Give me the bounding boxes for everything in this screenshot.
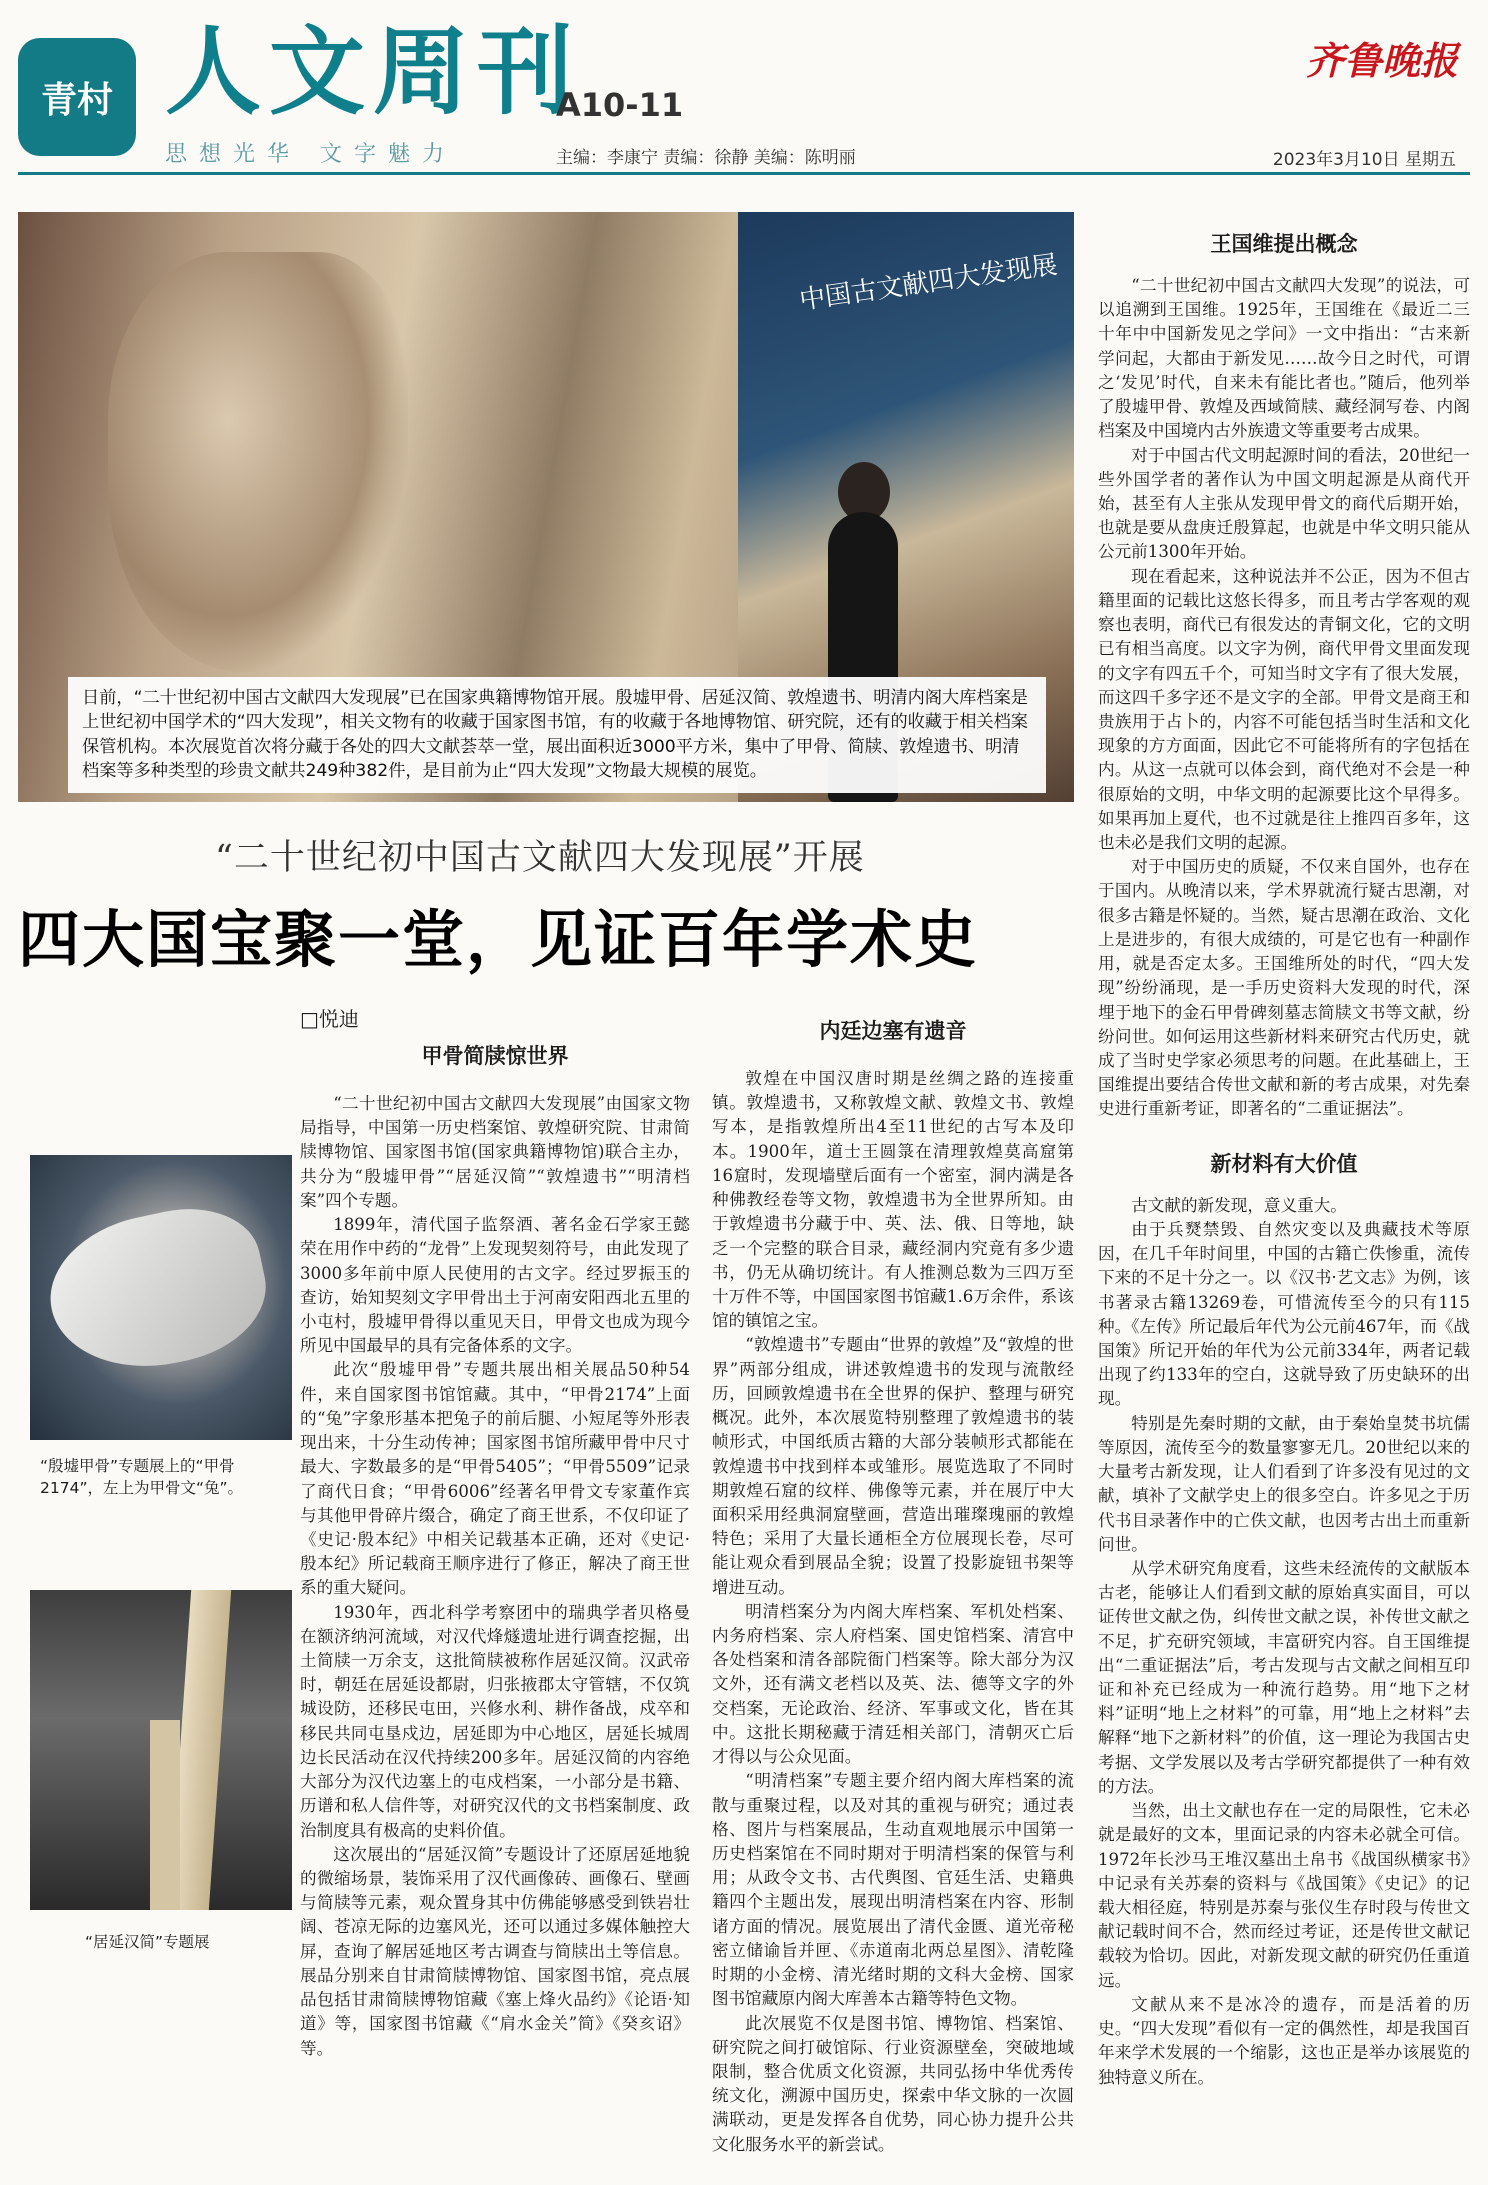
issue-date: 2023年3月10日 星期五 — [1272, 150, 1456, 170]
section-heading: 甲骨简牍惊世界 — [421, 1043, 569, 1068]
paragraph: 现在看起来，这种说法并不公正，因为不但古籍里面的记载比这悠长得多，而且考古学客观的观察也表明，商代已有很发达的青铜文化，它的文明已有相当高度。以文字为例，商代甲骨文里面发现的文字有四五千个，可知当时文字有了很大发展，而这四千多字还不是文字的全部。甲骨文是商王和贵族用于占卜的，内容不可能包括当时生活和文化现象的方方面面，因此它不可能将所有的字包括在内。从这一点就可以体会到，商代绝对不会是一种很原始的文明，中华文明的起源要比这个早得多。如果再加上夏代，也不过就是往上推四百多年，这也未必是我们文明的起源。 — [1098, 566, 1470, 853]
paragraph: 由于兵燹禁毁、自然灾变以及典藏技术等原因，在几千年时间里，中国的古籍亡佚惨重，流传下来的不足十分之一。以《汉书·艺文志》为例，该书著录古籍13269卷，可惜流传至今的只有115种。《左传》所记最后年代为公元前467年，而《战国策》所记开始的年代为公元前334年，两者记载出现了约133年的空白，这就导致了历史缺环的出现。 — [1098, 1219, 1470, 1409]
paragraph: “二十世纪初中国古文献四大发现展”由国家文物局指导，中国第一历史档案馆、敦煌研究院、甘肃简牍博物馆、国家图书馆(国家典籍博物馆)联合主办，共分为“殷墟甲骨”“居延汉简”“敦煌遗书”“明清档案”四个专题。 — [300, 1094, 690, 1210]
paragraph: 当然，出土文献也存在一定的局限性，它未必就是最好的文本，里面记录的内容未必就全可信。1972年长沙马王堆汉墓出土帛书《战国纵横家书》中记录有关苏秦的资料与《战国策》《史记》的记载大相径庭，特别是苏秦与张仪生存时段与传世文献记载时间不合，然而经过考证，还是传世文献记载较为恰切。因此，对新发现文献的研究仍任重道远。 — [1098, 1801, 1470, 1990]
paragraph: 对于中国历史的质疑，不仅来自国外，也存在于国内。从晚清以来，学术界就流行疑古思潮，对很多古籍是怀疑的。当然，疑古思潮在政治、文化上是进步的，有很大成绩的，可是它也有一种副作用，就是否定太多。王国维所处的时代，“四大发现”纷纷涌现，是一手历史资料大发现的时代，深埋于地下的金石甲骨碑刻墓志简牍文书等文献，纷纷问世。如何运用这些新材料来研究古代历史，就成了当时史学家必须思考的问题。在此基础上，王国维提出要结合传世文献和新的考古成果，对先秦史进行重新考证，即著名的“二重证据法”。 — [1098, 857, 1470, 1119]
section-body — [1098, 1194, 1470, 2090]
section-neiting — [712, 1015, 1074, 2157]
paragraph: 古文献的新发现，意义重大。 — [1131, 1195, 1347, 1215]
paragraph: 明清档案分为内阁大库档案、军机处档案、内务府档案、宗人府档案、国史馆档案、清宫中各处档案和清各部院衙门档案等。除大部分为汉文外，还有满文老档以及英、法、德等文字的外交档案，无论政治、经济、军事或文化，皆在其中。这批长期秘藏于清廷相关部门，清朝灭亡后才得以与公众见面。 — [712, 1601, 1074, 1767]
section-heading: 内廷边塞有遗音 — [819, 1018, 967, 1043]
paragraph: 1899年，清代国子监祭酒、著名金石学家王懿荣在用作中药的“龙骨”上发现契刻符号，由此发现了3000多年前中原人民使用的古文字。经过罗振玉的查访，始知契刻文字甲骨出土于河南安阳西北五里的小屯村，殷墟甲骨得以重见天日，甲骨文也成为现今所见中国最早的具有完备体系的文字。 — [300, 1215, 690, 1356]
section-body — [300, 1092, 690, 2061]
paragraph: 对于中国古代文明起源时间的看法，20世纪一些外国学者的著作认为中国文明起源是从商代开始，甚至有人主张从发现甲骨文的商代后期开始，也就是要从盘庚迁殷算起，也就是中华文明只能从公元前1300年开始。 — [1098, 445, 1470, 562]
section-wangguowei — [1098, 228, 1470, 2090]
paper-name: 齐鲁晚报 — [1305, 38, 1458, 83]
oracle-bone-photo — [30, 1155, 292, 1440]
paragraph: 这次展出的“居延汉简”专题设计了还原居延地貌的微缩场景，装饰采用了汉代画像砖、画像石、壁画与简牍等元素，观众置身其中仿佛能够感受到铁岩壮阔、苍凉无际的边塞风光，还可以通过多媒体触控大屏，查询了解居延地区考古调查与简牍出土等信息。展品分别来自甘肃简牍博物馆、国家图书馆，亮点展品包括甘肃简牍博物馆藏《塞上烽火品约》《论语·知道》等，国家图书馆藏《“肩水金关”简》《癸亥诏》等。 — [300, 1844, 690, 2058]
paragraph: 特别是先秦时期的文献，由于秦始皇焚书坑儒等原因，流传至今的数量寥寥无几。20世纪以来的大量考古新发现，让人们看到了许多没有见过的文献，填补了文献学史上的很多空白。许多见之于历代书目录著作中的亡佚文献，也因考古出土而重新问世。 — [1098, 1413, 1470, 1554]
section-jiagu — [300, 1040, 690, 2061]
editor-credits: 主编：李康宁 责编：徐静 美编：陈明丽 — [556, 148, 856, 168]
section-body — [712, 1067, 1074, 2157]
image-caption: “居延汉简”专题展 — [85, 1933, 210, 1951]
photo-caption: 日前，“二十世纪初中国古文献四大发现展”已在国家典籍博物馆开展。殷墟甲骨、居延汉简、敦煌遗书、明清内阁大库档案是上世纪初中国学术的“四大发现”，相关文物有的收藏于国家图书馆，有的收藏于各地博物馆、研究院，还有的收藏于相关档案保管机构。本次展览首次将分藏于各处的四大文献荟萃一堂，展出面积近3000平方米，集中了甲骨、简牍、敦煌遗书、明清档案等多种类型的珍贵文献共249种382件，是目前为止“四大发现”文物最大规模的展览。 — [68, 677, 1046, 793]
paragraph: 文献从来不是冰冷的遗存，而是活着的历史。“四大发现”看似有一定的偶然性，却是我国百年来学术发展的一个缩影，这也正是举办该展览的独特意义所在。 — [1098, 1994, 1470, 2087]
article-headline: 四大国宝聚一堂，见证百年学术史 — [18, 903, 979, 976]
article-kicker: “二十世纪初中国古文献四大发现展”开展 — [215, 838, 865, 878]
paragraph: 从学术研究角度看，这些未经流传的文献版本古老，能够让人们看到文献的原始真实面目，可以证传世文献之伪，纠传世文献之误，补传世文献之不足，扩充研究领域，丰富研究内容。自王国维提出“二重证据法”后，考古发现与古文献之间相互印证和补充已经成为一种流行趋势。用“地下之材料”证明“地上之材料”的可靠，用“地上之材料”去解释“地下之新材料”的价值，这一理论为我国古史考据、文学发展以及考古学研究都提供了一种有效的方法。 — [1098, 1558, 1470, 1796]
mural-figure — [108, 252, 408, 672]
bamboo-slip — [150, 1720, 180, 1910]
paragraph: “敦煌遗书”专题由“世界的敦煌”及“敦煌的世界”两部分组成，讲述敦煌遗书的发现与流散经历，回顾敦煌遗书在全世界的保护、整理与研究概况。此外，本次展览特别整理了敦煌遗书的装帧形式，中国纸质古籍的大部分装帧形式都能在敦煌遗书中找到样本或雏形。展览选取了不同时期敦煌石窟的纹样、佛像等元素，并在展厅中大面积采用经典洞窟壁画，营造出璀璨瑰丽的敦煌特色；采用了大量长通柜全方位展现长卷，尽可能让观众看到展品全貌；设置了投影旋钮书架等增进互动。 — [712, 1335, 1074, 1597]
paragraph: 此次展览不仅是图书馆、博物馆、档案馆、研究院之间打破馆际、行业资源壁垒，突破地域限制，整合优质文化资源，共同弘扬中华优秀传统文化，溯源中国历史，探索中华文脉的一次圆满联动，更是发挥各自优势，同心协力提升公共文化服务水平的新尝试。 — [712, 2013, 1074, 2154]
section-body — [1098, 274, 1470, 1122]
paragraph: “二十世纪初中国古文献四大发现”的说法，可以追溯到王国维。1925年，王国维在《最近二三十年中中国新发见之学问》一文中指出：“古来新学问起，大都由于新发见……故今日之时代，可谓之‘发见’时代，自来未有能比者也。”随后，他列举了殷墟甲骨、敦煌及西域简牍、藏经洞写卷、内阁档案及中国境内古外族遗文等重要考古成果。 — [1098, 276, 1470, 441]
exhibit-board-text: 中国古文献四大发现展 — [797, 250, 1060, 316]
paragraph: 1930年，西北科学考察团中的瑞典学者贝格曼在额济纳河流域，对汉代烽燧遗址进行调查挖掘，出土简牍一万余支，这批简牍被称作居延汉简。汉武帝时，朝廷在居延设都尉，归张掖郡太守管辖，不仅筑城设防，还移民屯田，兴修水利、耕作备战，戍卒和移民共同屯垦戍边，居延即为中心地区，居延长城周边长民活动在汉代持续200多年。居延汉简的内容绝大部分为汉代边塞上的屯戍档案，一小部分是书籍、历谱和私人信件等，对研究汉代的文书档案制度、政治制度具有极高的史料价值。 — [300, 1602, 690, 1840]
page-number: A10-11 — [556, 86, 684, 124]
image-caption: “殷墟甲骨”专题展上的“甲骨2174”，左上为甲骨文“兔”。 — [40, 1457, 244, 1497]
logo-text: 青村 — [40, 79, 113, 121]
section-subtitle: 思想光华 文字魅力 — [165, 142, 456, 167]
section-heading: 新材料有大价值 — [1210, 1150, 1358, 1176]
bamboo-slip-photo — [30, 1590, 292, 1910]
oracle-bone — [37, 1194, 278, 1385]
newspaper-logo — [18, 38, 136, 156]
article-byline: □悦迪 — [300, 1007, 359, 1031]
masthead-rule — [18, 172, 1470, 175]
section-heading: 王国维提出概念 — [1210, 231, 1358, 256]
section-title: 人文周刊 — [165, 15, 581, 128]
paragraph: 敦煌在中国汉唐时期是丝绸之路的连接重镇。敦煌遗书，又称敦煌文献、敦煌文书、敦煌写本，是指敦煌所出4至11世纪的古写本及印本。1900年，道士王圆箓在清理敦煌莫高窟第16窟时，发现墙壁后面有一个密室，洞内满是各种佛教经卷等文物，敦煌遗书为全世界所知。由于敦煌遗书分藏于中、英、法、俄、日等地，缺乏一个完整的联合目录，藏经洞内究竟有多少遗书，仍无从确切统计。有人推测总数为三四万至十万件不等，中国国家图书馆藏1.6万余件，系该馆的镇馆之宝。 — [712, 1069, 1074, 1331]
paragraph: 此次“殷墟甲骨”专题共展出相关展品50种54件，来自国家图书馆馆藏。其中，“甲骨2174”上面的“兔”字象形基本把兔子的前后腿、小短尾等外形表现出来，十分生动传神；国家图书馆所藏甲骨中尺寸最大、字数最多的是“甲骨5405”；“甲骨5509”记录了商代日食；“甲骨6006”经著名甲骨文专家董作宾与其他甲骨碎片缀合，确定了商王世系，不仅印证了《史记·殷本纪》中相关记载基本正确，还对《史记·殷本纪》所记载商王顺序进行了修正，解决了商王世系的重大疑问。 — [300, 1360, 690, 1598]
paragraph: “明清档案”专题主要介绍内阁大库档案的流散与重聚过程，以及对其的重视与研究；通过表格、图片与档案展品，生动直观地展示中国第一历史档案馆在不同时期对于明清档案的保管与利用；从政令文书、古代舆图、官廷生活、史籍典籍四个主题出发，展现出明清档案在内容、形制诸方面的情况。展览展出了清代金匮、道光帝秘密立储谕旨并匣、《赤道南北两总星图》、清乾隆时期的小金榜、清光绪时期的文科大金榜、国家图书馆藏原内阁大库善本古籍等特色文物。 — [712, 1771, 1074, 2009]
